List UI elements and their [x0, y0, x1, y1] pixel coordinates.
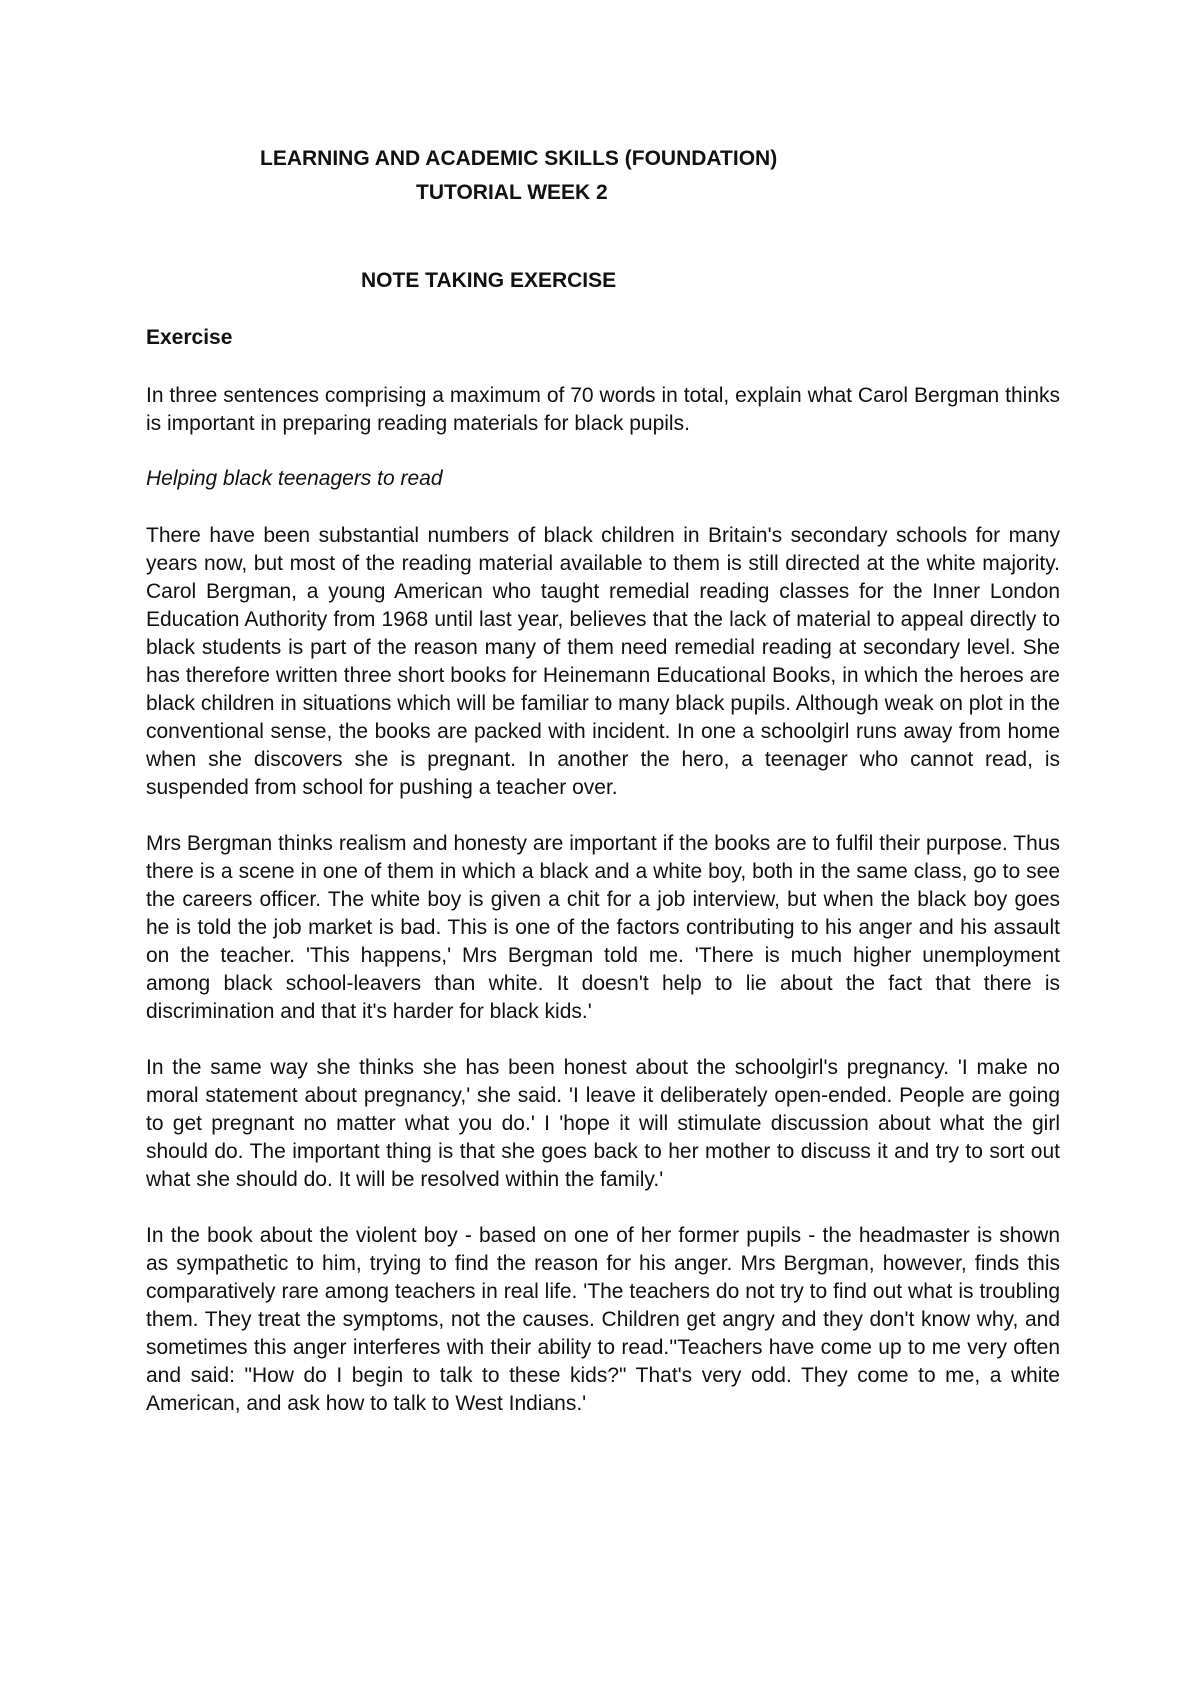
- article-paragraph-2: Mrs Bergman thinks realism and honesty are important if the books are to fulfil their purpose. Thus there is a scene in one of them in which a black and a white boy, both in the same class, go to see the careers officer. The white boy is given a chit for a job interview, but when the black boy goes he is told the job market is bad. This is one of the factors contributing to his anger and his assault on the teacher. 'This happens,' Mrs Bergman told me. 'There is much higher unemployment among black school-leavers than white. It doesn't help to lie about the fact that there is discrimination and that it's harder for black kids.': [146, 832, 1060, 1023]
- article-title: Helping black teenagers to read: [146, 467, 443, 490]
- article-paragraph-3: In the same way she thinks she has been honest about the schoolgirl's pregnancy. 'I make no moral statement about pregnancy,' she said. 'I leave it deliberately open-ended. People are going to get pregnant no matter what you do.' I 'hope it will stimulate discussion about what the girl should do. The important thing is that she goes back to her mother to discuss it and try to sort out what she should do. It will be resolved within the family.': [146, 1056, 1060, 1191]
- document-content: [146, 142, 1060, 1418]
- tutorial-week-title: TUTORIAL WEEK 2: [416, 181, 608, 204]
- article-paragraph-4: In the book about the violent boy - based on one of her former pupils - the headmaster is shown as sympathetic to him, trying to find the reason for his anger. Mrs Bergman, however, finds this comparatively rare among teachers in real life. 'The teachers do not try to find out what is troubling them. They treat the symptoms, not the causes. Children get angry and they don't know why, and sometimes this anger interferes with their ability to read.''Teachers have come up to me very often and said: "How do I begin to talk to these kids?" That's very odd. They come to me, a white American, and ask how to talk to West Indians.': [146, 1224, 1060, 1415]
- exercise-instruction: In three sentences comprising a maximum of 70 words in total, explain what Carol Bergman thinks is important in preparing reading materials for black pupils.: [146, 384, 1060, 435]
- article-paragraph-1: There have been substantial numbers of black children in Britain's secondary schools for many years now, but most of the reading material available to them is still directed at the white majority. Carol Bergman, a young American who taught remedial reading classes for the Inner London Education Authority from 1968 until last year, believes that the lack of material to appeal directly to black students is part of the reason many of them need remedial reading at secondary level. She has therefore written three short books for Heinemann Educational Books, in which the heroes are black children in situations which will be familiar to many black pupils. Although weak on plot in the conventional sense, the books are packed with incident. In one a schoolgirl runs away from home when she discovers she is pregnant. In another the hero, a teenager who cannot read, is suspended from school for pushing a teacher over.: [146, 524, 1060, 799]
- exercise-heading: Exercise: [146, 326, 233, 349]
- exercise-title: NOTE TAKING EXERCISE: [361, 269, 617, 292]
- course-title: LEARNING AND ACADEMIC SKILLS (FOUNDATION): [260, 147, 778, 170]
